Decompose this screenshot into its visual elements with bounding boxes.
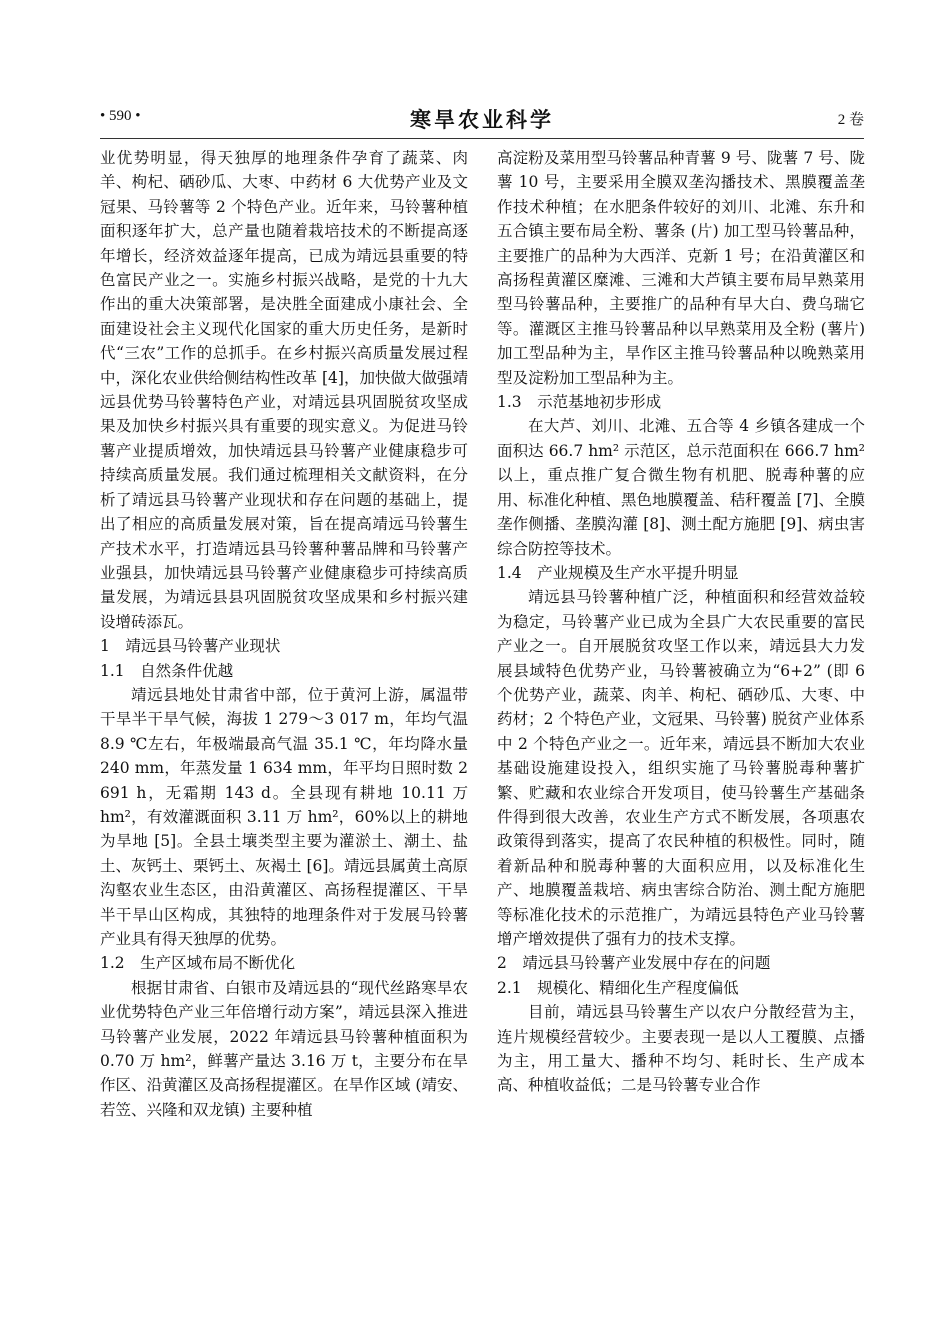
header-rule [100, 138, 864, 139]
left-column [100, 146, 468, 1122]
subsection-heading: 1.3 示范基地初步形成 [497, 393, 662, 412]
body-paragraph: 业优势明显，得天独厚的地理条件孕育了蔬菜、肉羊、枸杞、硒砂瓜、大枣、中药材 6 大优势产业及文冠果、马铃薯等 2 个特色产业。近年来，马铃薯种植面积逐年扩大，总产量也随着栽培技术的不断提高逐年增长，经济效益逐年提高，已成为靖远县重要的特色富民产业之一。实施乡村振兴战略，是党的十九大作出的重大决策部署，是决胜全面建成小康社会、全面建设社会主义现代化国家的重大历史任务，是新时代“三农”工作的总抓手。在乡村振兴高质量发展过程中，深化农业供给侧结构性改革 [4]，加快做大做强靖远县优势马铃薯特色产业，对靖远县巩固脱贫攻坚成果及加快乡村振兴具有重要的现实意义。为促进马铃薯产业提质增效，加快靖远县马铃薯产业健康稳步可持续高质量发展。我们通过梳理相关文献资料，在分析了靖远县马铃薯产业现状和存在问题的基础上，提出了相应的高质量发展对策，旨在提高靖远马铃薯生产技术水平，打造靖远县马铃薯种薯品牌和马铃薯产业强县，加快靖远县马铃薯产业健康稳步可持续高质量发展，为靖远县县巩固脱贫攻坚成果和乡村振兴建设增砖添瓦。 [100, 149, 468, 631]
page-header [100, 104, 864, 132]
body-paragraph: 靖远县马铃薯种植广泛，种植面积和经营效益较为稳定，马铃薯产业已成为全县广大农民重要的富民产业之一。自开展脱贫攻坚工作以来，靖远县大力发展县域特色优势产业，马铃薯被确立为“6+2” (即 6 个优势产业，蔬菜、肉羊、枸杞、硒砂瓜、大枣、中药材；2 个特色产业，文冠果、马铃薯) 脱贫产业体系中 2 个特色产业之一。近年来，靖远县不断加大农业基础设施建设投入，组织实施了马铃薯脱毒种薯扩繁、贮藏和农业综合开发项目，使马铃薯生产基础条件得到很大改善，农业生产方式不断发展，各项惠农政策得到落实，提高了农民种植的积极性。同时，随着新品种和脱毒种薯的大面积应用，以及标准化生产、地膜覆盖栽培、病虫害综合防治、测土配方施肥等标准化技术的示范推广，为靖远县特色产业马铃薯增产增效提供了强有力的技术支撑。 [497, 588, 865, 948]
right-column [497, 146, 865, 1098]
journal-title: 寒旱农业科学 [410, 107, 554, 132]
page-number: • 590 • [100, 108, 141, 124]
section-heading: 1 靖远县马铃薯产业现状 [100, 637, 281, 656]
body-paragraph: 靖远县地处甘肃省中部，位于黄河上游，属温带干旱半干旱气候，海拔 1 279～3 017 m，年均气温 8.9 ℃左右，年极端最高气温 35.1 ℃，年均降水量 240 mm，年蒸发量 1 634 mm，年平均日照时数 2 691 h，无霜期 143 d。全县现有耕地 10.11 万 hm²，有效灌溉面积 3.11 万 hm²，60%以上的耕地为旱地 [5]。全县土壤类型主要为灌淤土、潮土、盐土、灰钙土、栗钙土、灰褐土 [6]。靖远县属黄土高原沟壑农业生态区，由沿黄灌区、高扬程提灌区、干旱半干旱山区构成，其独特的地理条件对于发展马铃薯产业具有得天独厚的优势。 [100, 685, 468, 948]
body-paragraph: 在大芦、刘川、北滩、五合等 4 乡镇各建成一个面积达 66.7 hm² 示范区，总示范面积在 666.7 hm² 以上，重点推广复合微生物有机肥、脱毒种薯的应用、标准化种植、黑色地膜覆盖、秸秆覆盖 [7]、全膜垄作侧播、垄膜沟灌 [8]、测土配方施肥 [9]、病虫害综合防控等技术。 [497, 417, 865, 558]
subsection-heading: 1.2 生产区域布局不断优化 [100, 954, 296, 973]
body-paragraph: 根据甘肃省、白银市及靖远县的“现代丝路寒旱农业优势特色产业三年倍增行动方案”，靖远县深入推进马铃薯产业发展，2022 年靖远县马铃薯种植面积为 0.70 万 hm²，鲜薯产量达 3.16 万 t，主要分布在旱作区、沿黄灌区及高扬程提灌区。在旱作区域 (靖安、若笠、兴隆和双龙镇) 主要种植 [100, 978, 468, 1119]
subsection-heading: 1.4 产业规模及生产水平提升明显 [497, 563, 739, 582]
body-paragraph: 目前，靖远县马铃薯生产以农户分散经营为主，连片规模经营较少。主要表现一是以人工覆膜、点播为主，用工量大、播种不均匀、耗时长、生产成本高、种植收益低；二是马铃薯专业合作 [497, 1003, 865, 1095]
section-heading: 2 靖远县马铃薯产业发展中存在的问题 [497, 954, 771, 973]
subsection-heading: 1.1 自然条件优越 [100, 661, 234, 680]
body-paragraph: 高淀粉及菜用型马铃薯品种青薯 9 号、陇薯 7 号、陇薯 10 号，主要采用全膜双垄沟播技术、黑膜覆盖垄作技术种植；在水肥条件较好的刘川、北滩、东升和五合镇主要布局全粉、薯条 (片) 加工型马铃薯品种，主要推广的品种为大西洋、克新 1 号；在沿黄灌区和高扬程黄灌区糜滩、三滩和大芦镇主要布局早熟菜用型马铃薯品种，主要推广的品种有早大白、费乌瑞它等。灌溉区主推马铃薯品种以早熟菜用及全粉 (薯片) 加工型品种为主，旱作区主推马铃薯品种以晚熟菜用型及淀粉加工型品种为主。 [497, 149, 865, 387]
volume-label: 2 卷 [837, 112, 864, 128]
subsection-heading: 2.1 规模化、精细化生产程度偏低 [497, 978, 739, 997]
